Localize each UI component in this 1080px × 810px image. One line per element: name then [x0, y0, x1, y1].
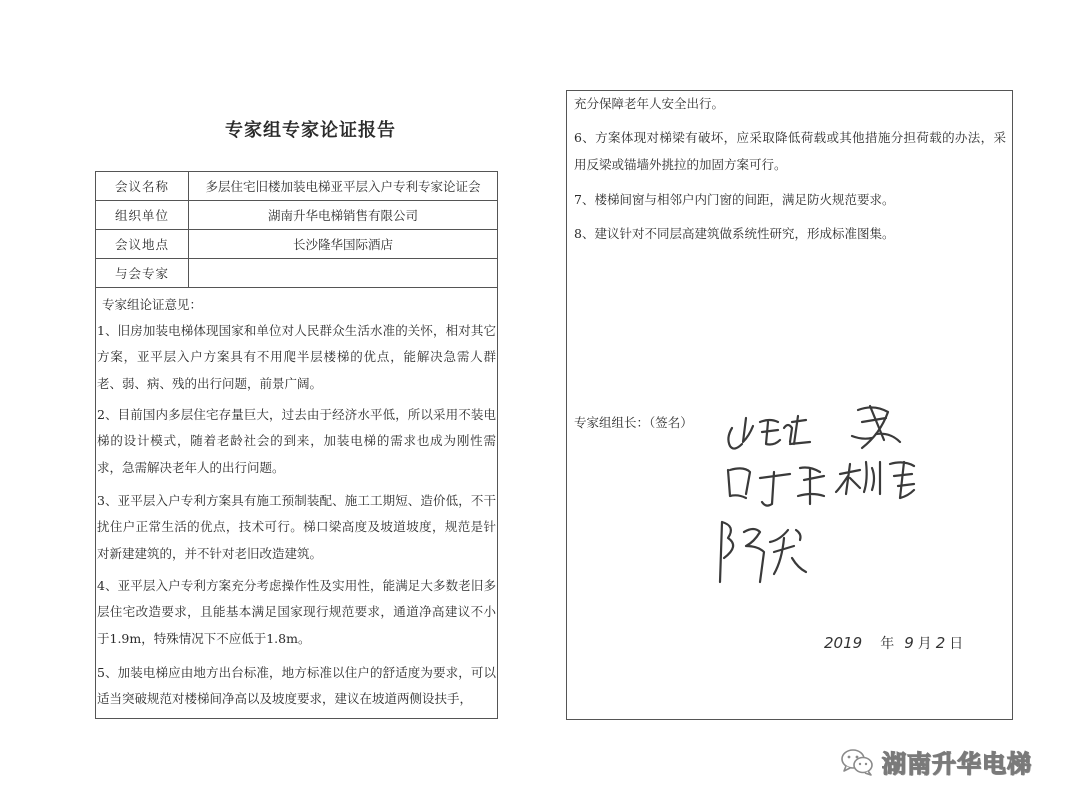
meeting-name-label: 会议名称: [96, 172, 189, 201]
opinion-paragraph-1: 1、旧房加装电梯体现国家和单位对人民群众生活水准的关怀，相对其它方案，亚平层入户方案具有不用爬半层楼梯的优点，能解决急需人群老、弱、病、残的出行问题，前景广阔。: [97, 323, 496, 391]
organizer-label: 组织单位: [96, 201, 189, 230]
group-leader-signature-label: 专家组组长：（签名）: [574, 415, 693, 430]
meeting-name-value: 多层住宅旧楼加装电梯亚平层入户专利专家论证会: [189, 172, 498, 201]
table-row: [96, 259, 498, 288]
attending-experts-label: 与会专家: [96, 259, 189, 288]
table-row: [96, 230, 498, 259]
venue-label: 会议地点: [96, 230, 189, 259]
attending-experts-value: [189, 259, 498, 288]
opinion-paragraph-6: 6、方案体现对梯梁有破坏，应采取降低荷载或其他措施分担荷载的办法，采用反梁或锚墙外挑拉的加固方案可行。: [574, 130, 1006, 172]
date-month: 9: [904, 634, 914, 652]
table-row: [96, 201, 498, 230]
watermark: [840, 744, 1032, 779]
venue-value: 长沙隆华国际酒店: [189, 230, 498, 259]
signature-3: [728, 468, 824, 506]
opinion-paragraph-3: 3、亚平层入户专利方案具有施工预制装配、施工工期短、造价低，不干扰住户正常生活的优点，技术可行。梯口梁高度及坡道坡度，规范是针对新建建筑的，并不针对老旧改造建筑。: [97, 493, 496, 561]
date-day: 2: [935, 634, 946, 652]
wechat-icon: [840, 747, 874, 777]
opinion-continuation: 充分保障老年人安全出行。: [574, 96, 725, 111]
handwritten-signatures: [700, 392, 960, 597]
opinion-paragraph-2: 2、目前国内多层住宅存量巨大，过去由于经济水平低，所以采用不装电梯的设计模式，随着老龄社会的到来，加装电梯的需求也成为刚性需求，急需解决老年人的出行问题。: [97, 407, 496, 475]
date-day-suffix: 日: [949, 636, 964, 652]
table-row: [96, 172, 498, 201]
opinion-heading: 专家组论证意见：: [102, 297, 203, 312]
opinion-paragraph-8: 8、建议针对不同层高建筑做系统性研究，形成标准图集。: [574, 226, 895, 241]
date-year: 2019: [824, 634, 863, 652]
signature-1: [728, 416, 810, 449]
report-title: 专家组专家论证报告: [225, 120, 396, 141]
opinion-paragraph-4: 4、亚平层入户专利方案充分考虑操作性及实用性，能满足大多数老旧多层住宅改造要求，且能基本满足国家现行规范要求，通道净高建议不小于1.9m，特殊情况下不应低于1.8m。: [97, 578, 496, 646]
signature-5: [720, 522, 806, 582]
signature-date: [824, 633, 963, 653]
opinion-paragraph-5: 5、加装电梯应由地方出台标准，地方标准以住户的舒适度为要求，可以适当突破规范对楼梯间净高以及坡度要求，建议在坡道两侧设扶手，: [97, 665, 496, 707]
date-year-suffix: 年: [880, 636, 895, 652]
watermark-text: 湖南升华电梯: [882, 750, 1032, 778]
opinion-paragraph-7: 7、楼梯间窗与相邻户内门窗的间距，满足防火规范要求。: [574, 192, 895, 207]
signature-2: [852, 406, 900, 448]
signature-4: [836, 462, 914, 498]
date-month-suffix: 月: [917, 636, 932, 652]
meeting-info-table: [95, 171, 498, 288]
organizer-value: 湖南升华电梯销售有限公司: [189, 201, 498, 230]
